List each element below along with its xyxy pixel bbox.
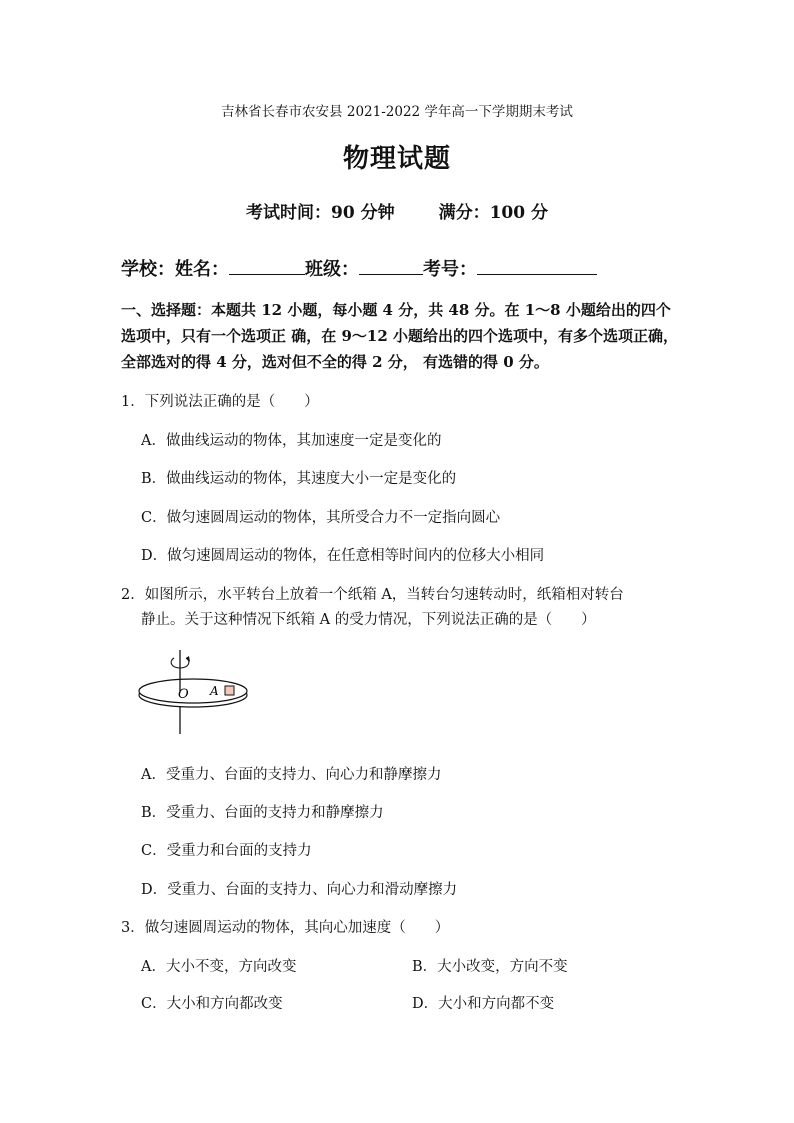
name-label: 姓名： <box>175 259 229 280</box>
exam-subtitle: 吉林省长春市农安县 2021-2022 学年高一下学期期末考试 <box>221 104 573 120</box>
exam-info <box>0 198 794 223</box>
exam-time: 考试时间：90 分钟 <box>246 203 395 223</box>
question-3-option-d: D．大小和方向都不变 <box>412 996 555 1012</box>
number-blank[interactable] <box>477 256 597 275</box>
question-2-option-c: C．受重力和台面的支持力 <box>141 843 312 859</box>
school-label: 学校： <box>121 259 175 280</box>
box-a <box>225 686 234 695</box>
question-1-stem: 1．下列说法正确的是（ ） <box>121 394 319 410</box>
name-blank[interactable] <box>229 256 305 275</box>
section-instruction: 一、选择题：本题共 12 小题，每小题 4 分，共 48 分。在 1～8 小题给出的四个选项中，只有一个选项正 确，在 9～12 小题给出的四个选项中，有多个选项正确，全部选对的得 4 分，选对但不全的得 2 分， 有选错的得 0 分。 <box>121 301 678 371</box>
question-2-option-d: D．受重力、台面的支持力、向心力和滑动摩擦力 <box>141 882 458 898</box>
class-label: 班级： <box>305 259 359 280</box>
question-3-option-c: C．大小和方向都改变 <box>141 996 283 1012</box>
number-label: 考号： <box>423 259 477 280</box>
question-2-stem-line1: 2．如图所示，水平转台上放着一个纸箱 A，当转台匀速转动时，纸箱相对转台 <box>121 587 624 603</box>
student-info-line <box>121 255 597 281</box>
turntable-figure <box>128 648 258 738</box>
question-1-option-a: A．做曲线运动的物体，其加速度一定是变化的 <box>141 433 442 449</box>
page-title: 物理试题 <box>342 144 451 174</box>
question-2-stem-line2: 静止。关于这种情况下纸箱 A 的受力情况，下列说法正确的是（ ） <box>141 612 596 628</box>
label-o: O <box>178 687 189 702</box>
exam-score: 满分：100 分 <box>438 203 548 223</box>
label-a: A <box>210 684 219 698</box>
question-3-stem: 3．做匀速圆周运动的物体，其向心加速度（ ） <box>121 920 450 936</box>
question-3-option-b: B．大小改变，方向不变 <box>412 959 568 975</box>
class-blank[interactable] <box>359 256 423 275</box>
question-2-option-a: A．受重力、台面的支持力、向心力和静摩擦力 <box>141 767 442 783</box>
question-2-option-b: B．受重力、台面的支持力和静摩擦力 <box>141 805 384 821</box>
question-3-option-a: A．大小不变，方向改变 <box>141 959 297 975</box>
question-1-option-b: B．做曲线运动的物体，其速度大小一定是变化的 <box>141 471 457 487</box>
question-1-option-d: D．做匀速圆周运动的物体，在任意相等时间内的位移大小相同 <box>141 548 545 564</box>
question-1-option-c: C．做匀速圆周运动的物体，其所受合力不一定指向圆心 <box>141 510 501 526</box>
